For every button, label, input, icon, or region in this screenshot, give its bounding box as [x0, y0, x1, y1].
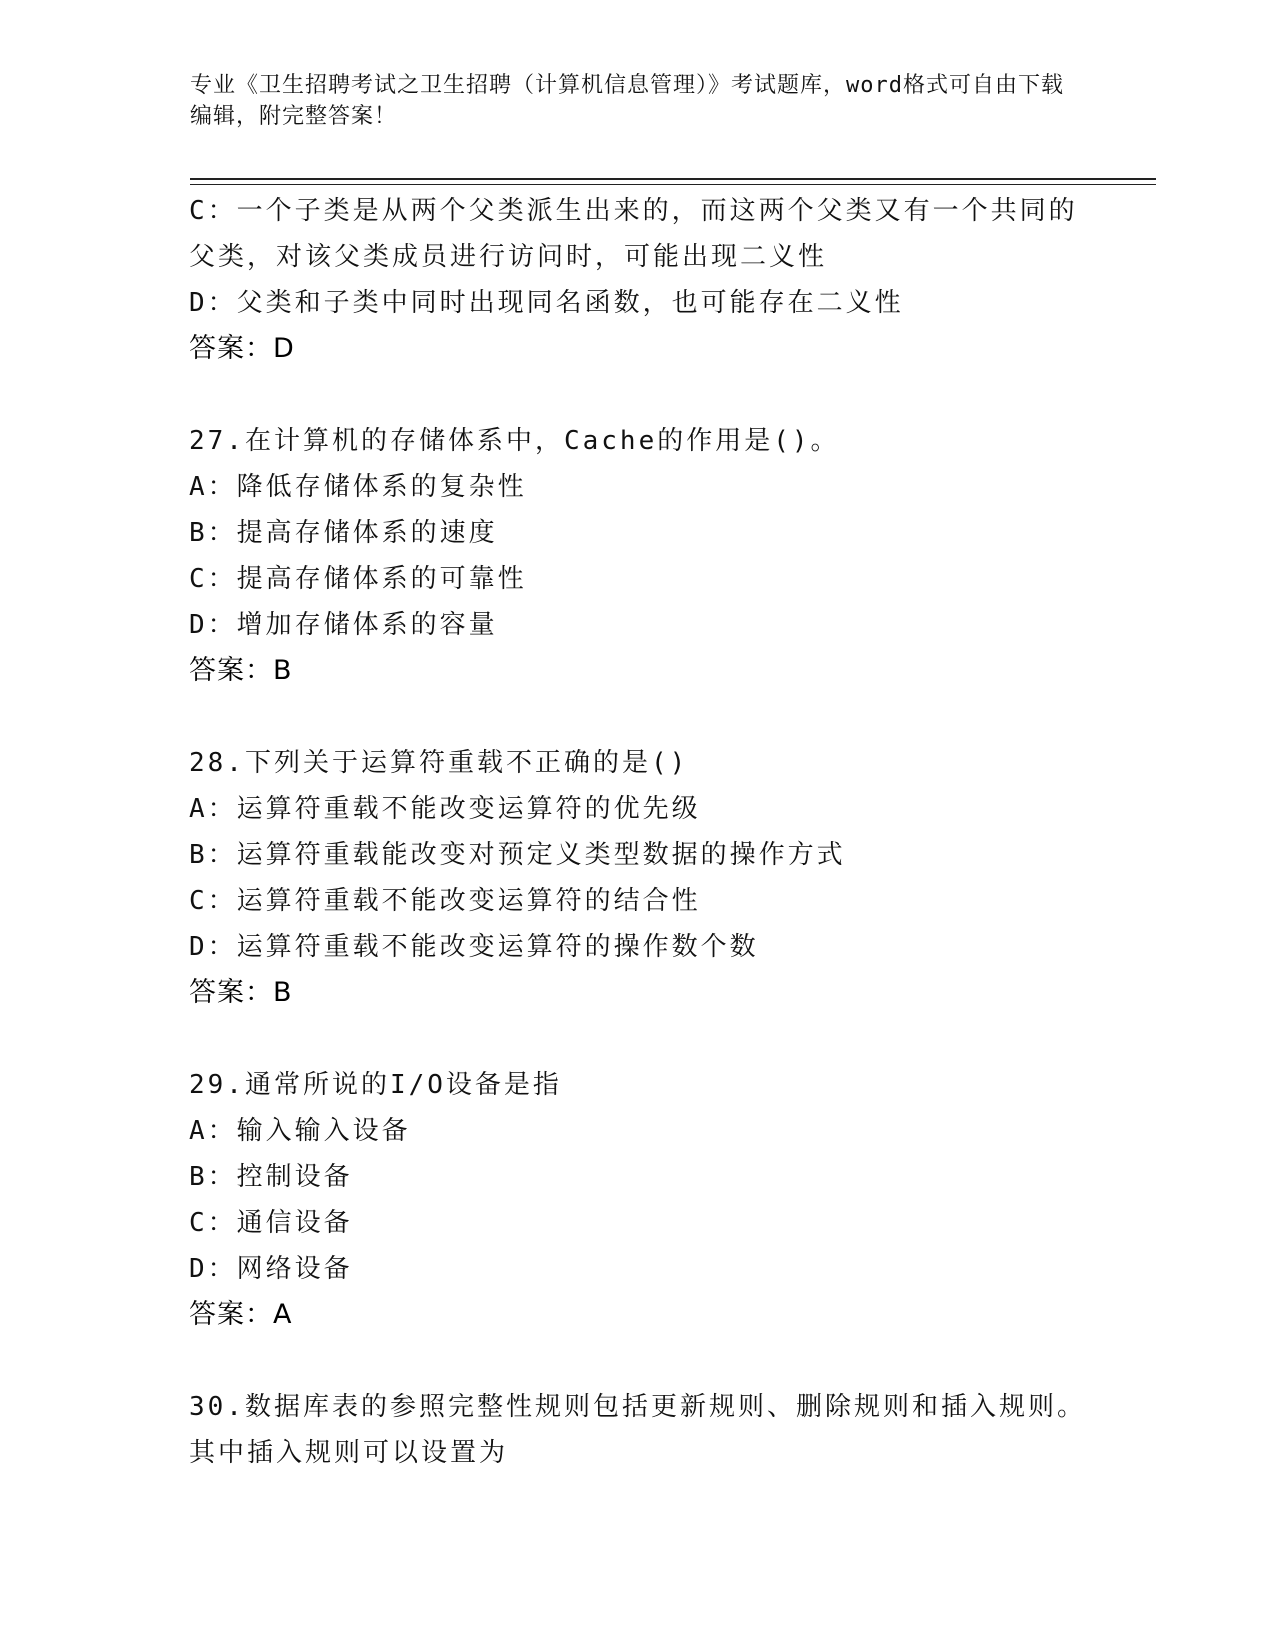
- question-stem: 28.下列关于运算符重载不正确的是(): [189, 748, 689, 778]
- question-stem: 27.在计算机的存储体系中，Cache的作用是()。: [189, 426, 840, 456]
- option-b: B：提高存储体系的速度: [189, 518, 498, 548]
- option-b: B：运算符重载能改变对预定义类型数据的操作方式: [189, 840, 846, 870]
- option-c: C：提高存储体系的可靠性: [189, 564, 527, 594]
- option-b: B：控制设备: [189, 1162, 353, 1192]
- option-a: A：运算符重载不能改变运算符的优先级: [189, 794, 701, 824]
- spacer: [189, 1338, 1089, 1384]
- option-a: A：输入输入设备: [189, 1116, 411, 1146]
- header-rule-thin: [190, 184, 1156, 185]
- answer: 答案：B: [189, 655, 293, 686]
- document-body: [189, 188, 1089, 1476]
- spacer: [189, 372, 1089, 418]
- spacer: [189, 1016, 1089, 1062]
- option-d: D：父类和子类中同时出现同名函数，也可能存在二义性: [189, 288, 904, 318]
- option-d: D：网络设备: [189, 1254, 353, 1284]
- answer: 答案：D: [189, 333, 295, 364]
- option-c: C：运算符重载不能改变运算符的结合性: [189, 886, 701, 916]
- option-d: D：增加存储体系的容量: [189, 610, 498, 640]
- answer: 答案：B: [189, 977, 293, 1008]
- header-rule-thick: [190, 178, 1156, 180]
- option-d: D：运算符重载不能改变运算符的操作数个数: [189, 932, 759, 962]
- spacer: [189, 694, 1089, 740]
- option-a: A：降低存储体系的复杂性: [189, 472, 527, 502]
- question-stem: 29.通常所说的I/O设备是指: [189, 1070, 562, 1100]
- option-c: C：通信设备: [189, 1208, 353, 1238]
- option-c: C：一个子类是从两个父类派生出来的，而这两个父类又有一个共同的父类，对该父类成员进行访问时，可能出现二义性: [189, 196, 1078, 272]
- answer: 答案：A: [189, 1299, 293, 1330]
- question-stem: 30.数据库表的参照完整性规则包括更新规则、删除规则和插入规则。其中插入规则可以设置为: [189, 1392, 1086, 1468]
- document-header: 专业《卫生招聘考试之卫生招聘（计算机信息管理）》考试题库，word格式可自由下载编辑，附完整答案！: [190, 73, 1064, 129]
